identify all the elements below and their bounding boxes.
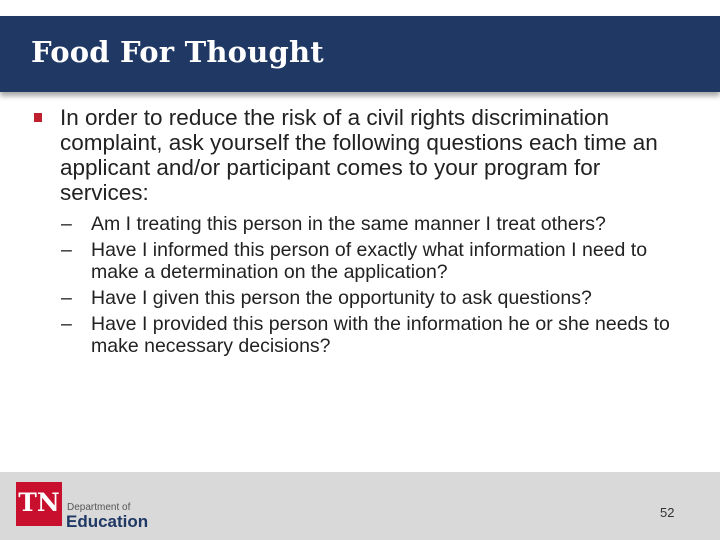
- sub-bullet: [61, 239, 694, 283]
- tn-logo-box: [16, 482, 62, 526]
- sub-bullet: [61, 287, 694, 309]
- square-bullet-icon: [34, 113, 42, 122]
- slide-title: Food For Thought: [31, 35, 324, 69]
- logo-education-text: Education: [66, 512, 149, 531]
- sub-bullet: [61, 213, 694, 235]
- footer-bar: [0, 472, 720, 540]
- slide-content: [34, 105, 694, 361]
- dash-icon: –: [61, 313, 72, 335]
- main-bullet: [34, 105, 694, 205]
- sub-bullet-text: Have I given this person the opportunity to ask questions?: [91, 287, 592, 309]
- sub-bullet: [61, 313, 694, 357]
- logo-department-text: Department of: [67, 502, 131, 513]
- sub-bullet-text: Am I treating this person in the same manner I treat others?: [91, 213, 606, 235]
- dash-icon: –: [61, 287, 72, 309]
- sub-bullet-text: Have I provided this person with the information he or she needs to make necessary decisions?: [91, 313, 670, 357]
- tn-department-of-education-logo: [16, 482, 156, 530]
- tn-logo-text: TN: [18, 488, 60, 517]
- dash-icon: –: [61, 213, 72, 235]
- dash-icon: –: [61, 239, 72, 261]
- sub-bullet-text: Have I informed this person of exactly what information I need to make a determination on the application?: [91, 239, 648, 283]
- main-bullet-text: In order to reduce the risk of a civil rights discrimination complaint, ask yourself the following questions each time an applicant and/or participant comes to your program for services:: [60, 105, 658, 205]
- sub-bullet-list: [34, 213, 694, 357]
- page-number: 52: [660, 505, 675, 520]
